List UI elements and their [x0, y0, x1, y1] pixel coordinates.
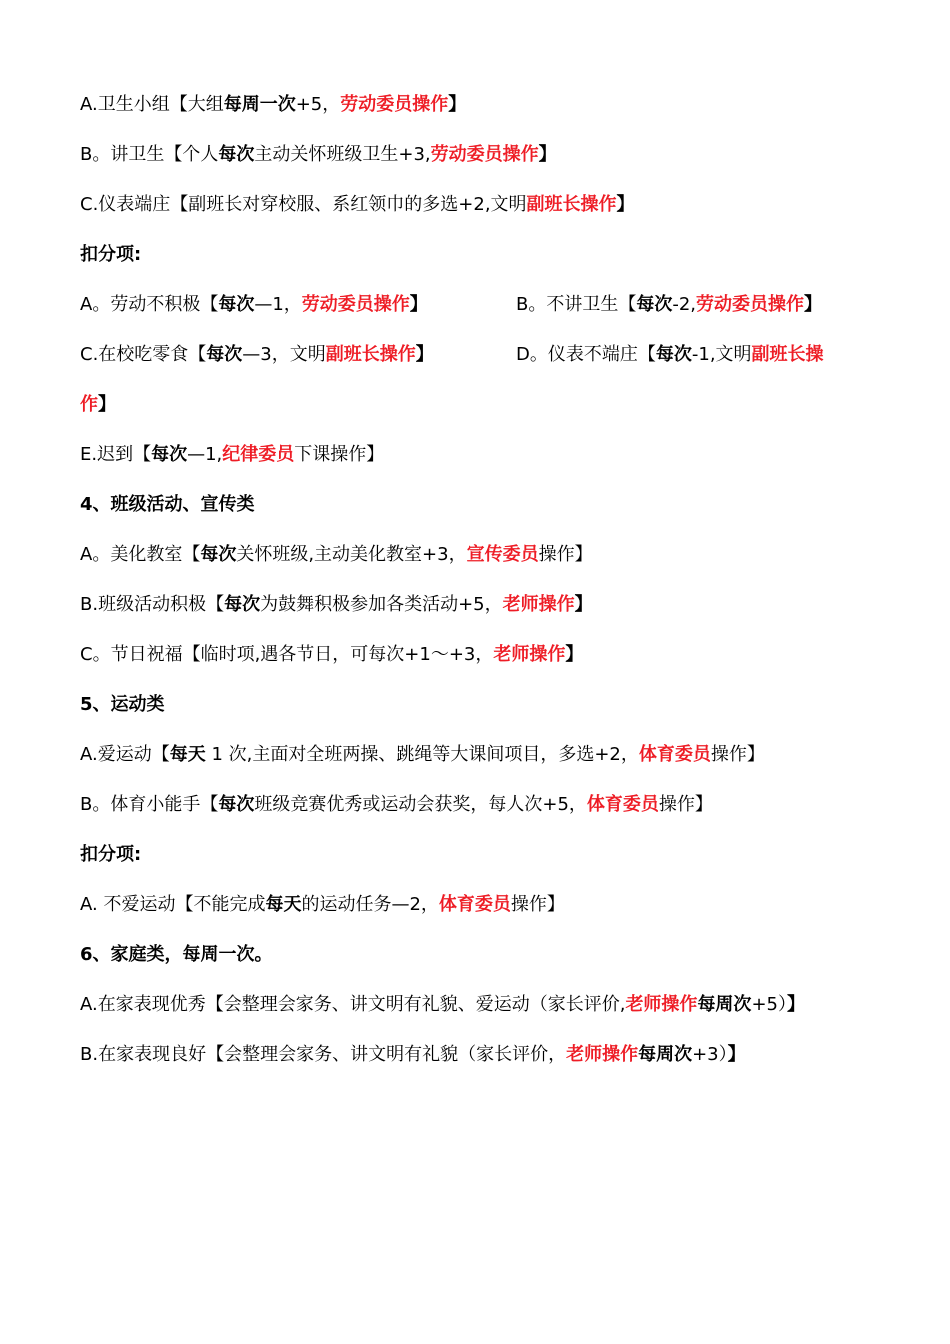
item-text: 操作】: [510, 894, 565, 915]
bracket-close: 】: [98, 394, 116, 415]
item-text: —3，文明: [242, 344, 326, 365]
bracket-close: 】: [804, 294, 823, 315]
operator-label: 体育委员: [638, 744, 711, 765]
bracket-close: 】: [616, 194, 635, 215]
operator-label: 副班长操: [751, 344, 824, 365]
item-hygiene-group: [80, 93, 466, 117]
item-text: B.班级活动积极【: [80, 594, 225, 615]
deduction-item-hygiene: [516, 293, 822, 317]
item-holiday-greeting: [80, 643, 583, 667]
item-text: 班级竞赛优秀或运动会获奖，每人次+5，: [254, 794, 587, 815]
item-text: 操作】: [538, 544, 593, 565]
item-text: C.仪表端庄【副班长对穿校服、系红领巾的多选+2,文明: [80, 194, 527, 215]
operator-label: 劳动委员操作: [340, 94, 449, 115]
deduction-heading: 扣分项:: [80, 244, 142, 265]
bracket-close: 】: [448, 94, 467, 115]
bold-frequency: 每次: [206, 344, 243, 365]
item-text: A.爱运动【: [80, 744, 170, 765]
bracket-close: 】: [565, 644, 584, 665]
operator-label: 作: [80, 394, 98, 415]
item-classroom-decor: [80, 543, 593, 567]
item-home-good: [80, 1043, 746, 1067]
bracket-close: 】: [415, 344, 434, 365]
operator-label: 宣传委员: [466, 544, 539, 565]
bold-frequency: 每次: [200, 544, 237, 565]
deduction-item-appearance-wrap: [80, 393, 116, 417]
item-text: A.卫生小组【大组: [80, 94, 224, 115]
item-text: B。讲卫生【个人: [80, 144, 219, 165]
operator-label: 体育委员: [438, 894, 511, 915]
item-text: -1,文明: [691, 344, 752, 365]
deduction-item-appearance: [516, 343, 824, 367]
bold-frequency: 每周次: [697, 994, 752, 1015]
item-text: 操作】: [658, 794, 713, 815]
item-text: 为鼓舞积极参加各类活动+5，: [260, 594, 503, 615]
item-text: C.在校吃零食【: [80, 344, 207, 365]
item-text: 操作】: [710, 744, 765, 765]
section-heading-family: 6、家庭类，每周一次。: [80, 944, 273, 965]
bold-frequency: 每次: [218, 144, 255, 165]
bracket-close: 】: [786, 994, 805, 1015]
section-heading-sports: 5、运动类: [80, 694, 165, 715]
bold-frequency: 每次: [151, 444, 188, 465]
operator-label: 老师操作: [566, 1044, 639, 1065]
item-sports-star: [80, 793, 713, 817]
bold-frequency: 每周次: [638, 1044, 693, 1065]
bold-frequency: 每次: [655, 344, 692, 365]
item-text: A。劳动不积极【: [80, 294, 219, 315]
item-text: 1 次,主面对全班两操、跳绳等大课间项目，多选+2，: [205, 744, 639, 765]
item-text: 的运动任务—2，: [301, 894, 439, 915]
operator-label: 老师操作: [502, 594, 575, 615]
operator-label: 副班长操作: [526, 194, 617, 215]
item-class-activity: [80, 593, 593, 617]
item-hygiene-personal: [80, 143, 557, 167]
item-home-excellent: [80, 993, 805, 1017]
item-text: 关怀班级,主动美化教室+3，: [236, 544, 467, 565]
bold-frequency: 每次: [218, 794, 255, 815]
operator-label: 劳动委员操作: [430, 144, 539, 165]
bracket-close: 】: [574, 594, 593, 615]
operator-label: 劳动委员操作: [696, 294, 805, 315]
item-text: +5）: [751, 994, 787, 1015]
item-text: A.在家表现优秀【会整理会家务、讲文明有礼貌、爱运动（家长评价,: [80, 994, 626, 1015]
item-appearance: [80, 193, 635, 217]
operator-label: 纪律委员: [222, 444, 295, 465]
item-text: —1，: [254, 294, 302, 315]
bracket-close: 】: [727, 1044, 746, 1065]
item-text: B.在家表现良好【会整理会家务、讲文明有礼貌（家长评价，: [80, 1044, 567, 1065]
bold-frequency: 每天: [169, 744, 206, 765]
bold-frequency: 每次: [224, 594, 261, 615]
item-text: B。体育小能手【: [80, 794, 219, 815]
operator-label: 劳动委员操作: [301, 294, 410, 315]
bracket-close: 】: [409, 294, 428, 315]
item-text: D。仪表不端庄【: [516, 344, 656, 365]
bold-frequency: 每周一次: [223, 94, 296, 115]
deduction-item-snacks: [80, 343, 434, 367]
bold-frequency: 每次: [218, 294, 255, 315]
section-heading-activities: 4、班级活动、宣传类: [80, 494, 255, 515]
item-text: +5，: [295, 94, 341, 115]
item-text: 主动关怀班级卫生+3,: [254, 144, 431, 165]
deduction-item-late: [80, 443, 384, 467]
item-text: C。节日祝福【临时项,遇各节日，可每次+1～+3，: [80, 644, 494, 665]
item-text: A。美化教室【: [80, 544, 201, 565]
item-text: —1,: [187, 444, 223, 465]
item-text: E.迟到【: [80, 444, 152, 465]
deduction-item-no-sports: [80, 893, 565, 917]
item-text: A. 不爱运动【不能完成: [80, 894, 266, 915]
operator-label: 老师操作: [625, 994, 698, 1015]
operator-label: 老师操作: [493, 644, 566, 665]
deduction-heading: 扣分项:: [80, 844, 142, 865]
item-love-sports: [80, 743, 765, 767]
bold-frequency: 每天: [265, 894, 302, 915]
bracket-close: 】: [538, 144, 557, 165]
item-text: -2,: [672, 294, 697, 315]
deduction-item-labor: [80, 293, 428, 317]
item-text: +3）: [692, 1044, 728, 1065]
operator-label: 副班长操作: [325, 344, 416, 365]
item-text: 下课操作】: [294, 444, 385, 465]
operator-label: 体育委员: [586, 794, 659, 815]
item-text: B。不讲卫生【: [516, 294, 637, 315]
bold-frequency: 每次: [636, 294, 673, 315]
